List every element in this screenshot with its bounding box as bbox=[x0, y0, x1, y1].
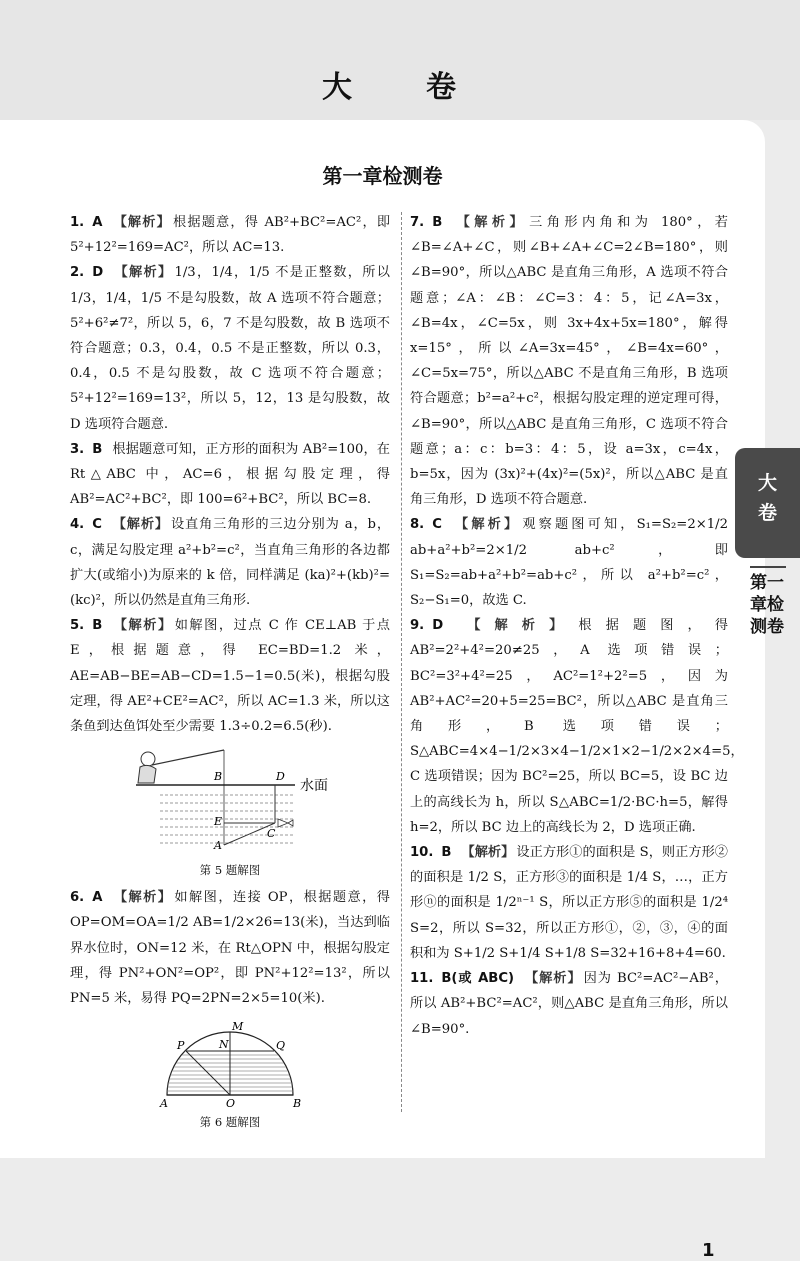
question-number: 2. bbox=[70, 265, 85, 281]
top-banner bbox=[0, 0, 800, 120]
page-number: 1 bbox=[702, 1240, 715, 1261]
question-6 bbox=[70, 885, 390, 1011]
water-label: 水面 bbox=[300, 778, 328, 795]
fish-icon bbox=[278, 819, 293, 827]
label-a: A bbox=[160, 1097, 168, 1110]
label-d: D bbox=[276, 770, 285, 784]
semicircle-diagram bbox=[155, 1017, 305, 1109]
side-tab-top: 大 bbox=[757, 472, 777, 494]
answer-letter: D bbox=[92, 265, 104, 281]
answer-letter: C bbox=[432, 517, 442, 533]
fishing-rod bbox=[152, 750, 224, 765]
analysis-tag: 【解析】 bbox=[453, 618, 577, 634]
fisher-head-icon bbox=[141, 752, 155, 766]
analysis-tag: 【解析】 bbox=[112, 890, 173, 906]
chapter-title: 第一章检测卷 bbox=[322, 164, 443, 188]
question-text: 三角形内角和为 180°，若∠B=∠A+∠C，则∠B+∠A+∠C=2∠B=180°，则∠B=90°，所以△ABC 是直角三角形，A 选项不符合题意；∠A：∠B：∠C=3：4：5，记∠A=3x，∠B=4x，∠C=5x，则 3x+4x+5x=180°，解得 x=15°，所以∠A=3x=45°，∠B=4x=60°，∠C=5x=75°，所以△ABC 不是直角三角形，B 选项符合题意；b²=a²+c²，根据勾股定理的逆定理可得，∠B=90°，所以△ABC 是直角三角形，C 选项不符合题意；a：c：b=3：4：5，设 a=3x，c=4x，b=5x，因为 (3x)²+(4x)²=(5x)²，所以△ABC 是直角三角形，D 选项不符合题意. bbox=[410, 215, 728, 508]
fisher-body-icon bbox=[138, 766, 156, 784]
figure-5 bbox=[70, 745, 390, 857]
answer-page bbox=[0, 120, 765, 1261]
analysis-tag: 【解析】 bbox=[524, 971, 582, 987]
question-1 bbox=[70, 210, 390, 260]
question-text: 设正方形①的面积是 S，则正方形②的面积是 1/2 S，正方形③的面积是 1/4 S，…，正方形ⓝ的面积是 1/2ⁿ⁻¹ S，所以正方形⑤的面积是 1/2⁴ S=2，所以 S=32，所以正方形①，②，③，④的面积和为 S+1/2 S+1/4 S+1/8 S=32+16+8+4=60. bbox=[410, 845, 728, 961]
label-n: N bbox=[219, 1038, 229, 1052]
figure-6 bbox=[70, 1017, 390, 1109]
answer-letter: A bbox=[92, 215, 103, 230]
question-number: 10. bbox=[410, 845, 434, 861]
answer-letter: C bbox=[92, 517, 102, 533]
label-q: Q bbox=[276, 1039, 286, 1053]
left-column bbox=[70, 210, 390, 1137]
answer-letter: B bbox=[432, 215, 443, 230]
analysis-tag: 【解析】 bbox=[113, 265, 173, 281]
question-text: 观察题图可知，S₁=S₂=2×1/2 ab+a²+b²=2×1/2 ab+c²，即 S₁=S₂=ab+a²+b²=ab+c²，所以 a²+b²=c²，S₂−S₁=0，故选 C. bbox=[410, 517, 729, 609]
side-chapter-label: 第一章检测卷 bbox=[750, 573, 784, 637]
question-text: 根据题意，得 AB²+BC²=AC²，即 5²+12²=169=AC²，所以 AC=13. bbox=[70, 215, 391, 256]
figure-6-caption: 第 6 题解图 bbox=[199, 1115, 261, 1130]
analysis-tag: 【解析】 bbox=[111, 517, 169, 533]
question-number: 1. bbox=[70, 215, 85, 230]
question-10 bbox=[410, 840, 728, 966]
side-tab bbox=[735, 448, 800, 558]
side-tab-bottom: 卷 bbox=[757, 502, 777, 524]
question-8 bbox=[410, 512, 728, 613]
answer-letter: B bbox=[441, 845, 452, 861]
question-text: 因为 BC²=AC²−AB²，所以 AB²+BC²=AC²，则△ABC 是直角三角形，所以∠B=90°. bbox=[410, 971, 728, 1037]
question-text: 1/3，1/4，1/5 不是正整数，所以 1/3，1/4，1/5 不是勾股数，故 A 选项不符合题意；5²+6²≠7²，所以 5，6，7 不是勾股数，故 B 选项不符合题意；0.3，0.4，0.5 不是正整数，所以 0.3，0.4，0.5 不是勾股数，故 C 选项不符合题意；5²+12²=169=13²，所以 5，12，13 是勾股数，故 D 选项符合题意. bbox=[70, 265, 390, 432]
label-m: M bbox=[232, 1020, 244, 1034]
question-number: 6. bbox=[70, 890, 85, 906]
question-7 bbox=[410, 210, 728, 512]
analysis-tag: 【解析】 bbox=[461, 845, 515, 861]
banner-title: 大 卷 bbox=[322, 70, 478, 105]
label-p: P bbox=[177, 1039, 185, 1053]
answer-letter: B bbox=[92, 618, 103, 634]
right-column bbox=[410, 210, 744, 1042]
question-number: 11. bbox=[410, 971, 434, 987]
question-number: 9. bbox=[410, 618, 425, 634]
question-text: 如解图，过点 C 作 CE⊥AB 于点 E，根据题意，得 EC=BD=1.2 米，AE=AB−BE=AB−CD=1.5−1=0.5(米)，根据勾股定理，得 AE²+CE²=AC²，所以 AC=1.3 米，所以这条鱼到达鱼饵处至少需要 1.3÷0.2=6.5(秒). bbox=[70, 618, 390, 735]
fishing-diagram bbox=[130, 745, 330, 857]
question-number: 3. bbox=[70, 441, 85, 457]
label-a: A bbox=[214, 839, 222, 853]
answer-letter: B bbox=[92, 441, 103, 457]
question-9 bbox=[410, 613, 744, 840]
question-5 bbox=[70, 613, 390, 739]
answer-letter: D bbox=[432, 618, 444, 634]
figure-5-caption: 第 5 题解图 bbox=[199, 863, 261, 878]
question-number: 5. bbox=[70, 618, 85, 634]
question-number: 7. bbox=[410, 215, 425, 230]
question-2 bbox=[70, 260, 390, 436]
question-text: 如解图，连接 OP，根据题意，得 OP=OM=OA=1/2 AB=1/2×26=13(米)，当达到临界水位时，ON=12 米，在 Rt△OPN 中，根据勾股定理，得 PN²+ON²=OP²，即 PN²+12²=13²，所以 PN=5 米，易得 PQ=2PN=2×5=10(米). bbox=[70, 890, 390, 1007]
label-e: E bbox=[214, 815, 223, 829]
label-b: B bbox=[293, 1097, 302, 1110]
label-b: B bbox=[214, 770, 223, 784]
question-number: 8. bbox=[410, 517, 425, 533]
question-text: 设直角三角形的三边分别为 a，b，c，满足勾股定理 a²+b²=c²，当直角三角形的各边都扩大(或缩小)为原来的 k 倍，同样满足 (ka)²+(kb)²=(kc)²，所以仍然是直角三角形. bbox=[70, 517, 391, 609]
question-11 bbox=[410, 966, 728, 1042]
question-number: 4. bbox=[70, 517, 85, 533]
column-divider bbox=[401, 212, 402, 1112]
analysis-tag: 【解析】 bbox=[451, 517, 521, 533]
question-text: 根据题图，得 AB²=2²+4²=20≠25，A 选项错误；BC²=3²+4²=25，AC²=1²+2²=5，因为 AB²+AC²=20+5=25=BC²，所以△ABC 是直角三角形，B 选项错误；S△ABC=4×4−1/2×3×4−1/2×1×2−1/2×2×4=5，C 选项错误；因为 BC²=25，所以 BC=5，设 BC 边上的高线长为 h，所以 S△ABC=1/2·BC·h=5，解得 h=2，所以 BC 边上的高线长为 2，D 选项正确. bbox=[410, 618, 744, 835]
analysis-tag: 【解析】 bbox=[112, 215, 171, 230]
label-c: C bbox=[267, 827, 276, 841]
answer-letter: A bbox=[92, 890, 103, 906]
side-divider bbox=[750, 566, 786, 568]
analysis-tag: 【解析】 bbox=[452, 215, 528, 230]
answer-letter: B(或 ABC) bbox=[441, 971, 515, 987]
question-3 bbox=[70, 437, 390, 513]
label-o: O bbox=[226, 1097, 236, 1110]
analysis-tag: 【解析】 bbox=[112, 618, 173, 634]
question-4 bbox=[70, 512, 390, 613]
question-text: 根据题意可知，正方形的面积为 AB²=100，在 Rt△ABC 中，AC=6，根据勾股定理，得 AB²=AC²+BC²，即 100=6²+BC²，所以 BC=8. bbox=[70, 441, 390, 508]
